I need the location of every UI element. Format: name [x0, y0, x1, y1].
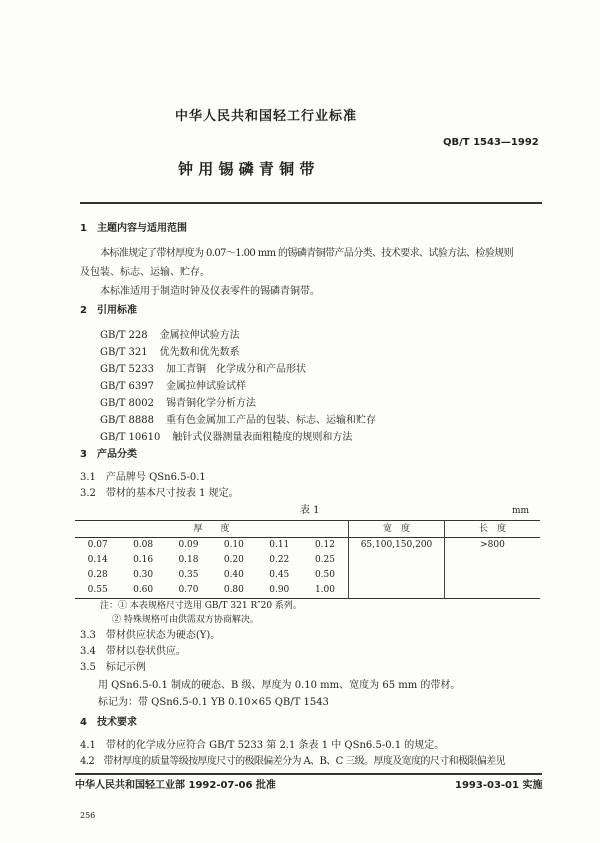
table-note-2: ② 特殊规格可由供需双方协商解决。 — [112, 615, 259, 625]
reference-code: GB/T 5233 — [100, 364, 155, 375]
org-standard-heading: 中华人民共和国轻工行业标准 — [175, 109, 358, 124]
marking-example: 用 QSn6.5-0.1 制成的硬态、B 级、厚度为 0.10 mm、宽度为 65 mm 的带材。 — [98, 680, 461, 691]
thickness-cell: 0.80 — [223, 585, 244, 595]
dimension-table — [75, 520, 540, 599]
thickness-cell: 0.09 — [178, 540, 199, 550]
standard-code: QB/T 1543—1992 — [443, 137, 539, 148]
thickness-cell: 0.08 — [133, 540, 154, 550]
document-title: 钟 用 锡 磷 青 铜 带 — [178, 160, 315, 178]
clause-3-1: 3.1 产品牌号 QSn6.5-0.1 — [80, 472, 206, 483]
thickness-cell: 0.60 — [133, 585, 154, 595]
reference-code: GB/T 8888 — [100, 415, 155, 426]
thickness-cell: 0.10 — [223, 540, 244, 550]
thickness-cell: 0.14 — [87, 555, 108, 565]
page-number: 256 — [80, 811, 96, 820]
effective-date: 1993-03-01 实施 — [455, 780, 543, 791]
reference-item — [100, 365, 306, 375]
thickness-cell: 1.00 — [314, 585, 335, 595]
approval-date: 中华人民共和国轻工业部 1992-07-06 批准 — [75, 780, 276, 791]
section-3-heading: 3 产品分类 — [80, 449, 137, 460]
reference-title: 金属拉伸试验方法 — [159, 330, 240, 341]
table-row — [75, 538, 540, 554]
reference-item — [100, 382, 246, 392]
thickness-cell: 0.70 — [178, 585, 199, 595]
thickness-cell: 0.55 — [87, 585, 108, 595]
thickness-cell: 0.30 — [133, 570, 154, 580]
section-1-para-cont: 及包装、标志、运输、贮存。 — [80, 267, 210, 278]
reference-title: 加工青铜 化学成分和产品形状 — [166, 364, 307, 375]
reference-title: 锡青铜化学分析方法 — [166, 398, 257, 409]
table-note-1: 注：① 本表规格尺寸选用 GB/T 321 R″20 系列。 — [100, 601, 302, 611]
clause-3-4: 3.4 带材以卷状供应。 — [80, 646, 186, 657]
thickness-cell: 0.90 — [269, 585, 290, 595]
table-caption: 表 1 — [300, 505, 320, 516]
thickness-cell: 0.07 — [87, 540, 108, 550]
reference-item — [100, 331, 240, 341]
reference-item — [100, 348, 240, 358]
thickness-cell: 0.25 — [314, 555, 335, 565]
clause-3-3: 3.3 带材供应状态为硬态(Y)。 — [80, 630, 221, 641]
clause-4-2: 4.2 带材厚度的质量等级按厚度尺寸的极限偏差分为 A、B、C 三级。厚度及宽度的尺寸和极限偏差见 — [80, 756, 506, 767]
thickness-cell: 0.35 — [178, 570, 199, 580]
reference-code: GB/T 10610 — [100, 432, 161, 443]
thickness-cell: 0.22 — [269, 555, 290, 565]
footer-rule — [75, 773, 542, 775]
clause-3-5: 3.5 标记示例 — [80, 662, 146, 673]
thickness-cell: 0.45 — [269, 570, 290, 580]
thickness-cell: 0.16 — [133, 555, 154, 565]
thickness-cell: 0.50 — [314, 570, 335, 580]
thickness-cell: 0.20 — [223, 555, 244, 565]
reference-code: GB/T 8002 — [100, 398, 155, 409]
reference-code: GB/T 6397 — [100, 381, 155, 392]
section-1-para-2: 本标准适用于制造时钟及仪表零件的锡磷青铜带。 — [100, 286, 320, 297]
header-rule — [80, 202, 542, 204]
width-values: 65,100,150,200 — [349, 538, 445, 599]
reference-item — [100, 399, 256, 409]
section-1-heading: 1 主题内容与适用范围 — [80, 223, 187, 234]
table-unit: mm — [512, 506, 530, 516]
clause-4-1: 4.1 带材的化学成分应符合 GB/T 5233 第 2.1 条表 1 中 QSn6.5-0.1 的规定。 — [80, 740, 445, 751]
reference-title: 触针式仪器测量表面粗糙度的规则和方法 — [172, 432, 353, 443]
thickness-cell: 0.12 — [314, 540, 335, 550]
marking-designation: 标记为：带 QSn6.5-0.1 YB 0.10×65 QB/T 1543 — [98, 697, 329, 708]
thickness-cell: 0.18 — [178, 555, 199, 565]
reference-code: GB/T 228 — [100, 330, 148, 341]
thickness-cell: 0.28 — [87, 570, 108, 580]
thickness-cell: 0.11 — [269, 540, 290, 550]
section-1-para: 本标准规定了带材厚度为 0.07～1.00 mm 的锡磷青铜带产品分类、技术要求、试验方法、检验规则 — [100, 248, 514, 259]
header-width: 宽 度 — [349, 521, 445, 538]
reference-code: GB/T 321 — [100, 347, 148, 358]
length-value: >800 — [445, 538, 541, 599]
clause-3-2: 3.2 带材的基本尺寸按表 1 规定。 — [80, 488, 239, 499]
reference-title: 优先数和优先数系 — [159, 347, 240, 358]
section-2-heading: 2 引用标准 — [80, 305, 137, 316]
reference-title: 金属拉伸试验试样 — [166, 381, 247, 392]
header-thickness: 厚 度 — [193, 523, 230, 534]
header-length: 长 度 — [445, 521, 541, 538]
reference-item — [100, 433, 352, 443]
thickness-cell: 0.40 — [223, 570, 244, 580]
section-4-heading: 4 技术要求 — [80, 717, 137, 728]
reference-title: 重有色金属加工产品的包装、标志、运输和贮存 — [166, 415, 377, 426]
reference-item — [100, 416, 376, 426]
